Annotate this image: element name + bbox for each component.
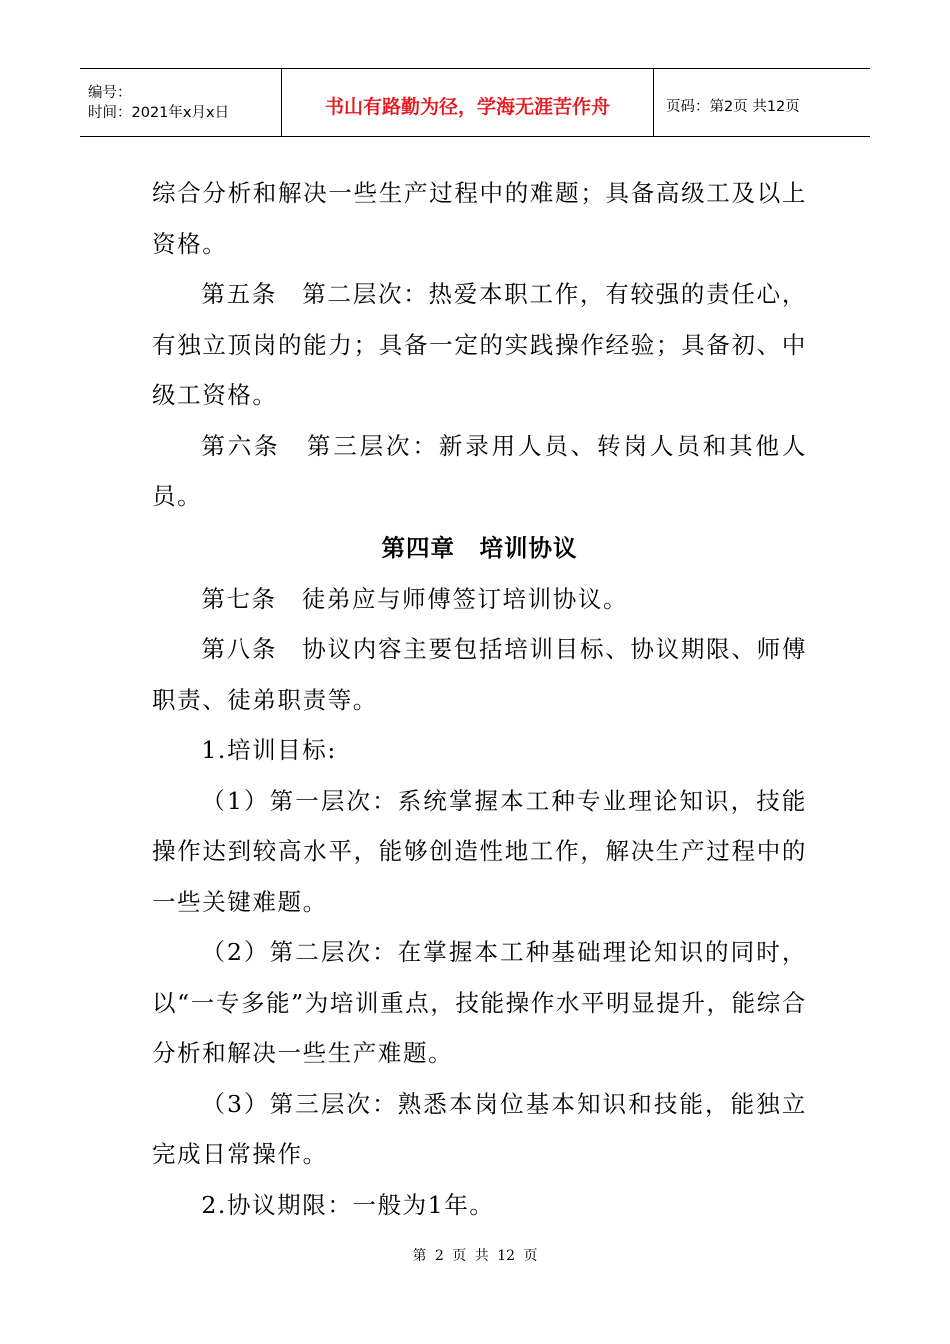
document-body bbox=[152, 168, 807, 1230]
list-item: 1.培训目标: bbox=[201, 736, 337, 764]
page-header bbox=[80, 68, 870, 137]
document-number-label: 编号： bbox=[88, 84, 132, 101]
header-meta-cell bbox=[80, 69, 282, 136]
document-date-label: 时间：2021年x月x日 bbox=[88, 104, 230, 121]
header-page-number: 页码：第2页 共12页 bbox=[666, 99, 800, 115]
article-8: 第八条 协议内容主要包括培训目标、协议期限、师傅职责、徒弟职责等。 bbox=[152, 635, 807, 714]
list-item: （1）第一层次：系统掌握本工种专业理论知识，技能操作达到较高水平，能够创造性地工作，解决生产过程中的一些关键难题。 bbox=[152, 786, 807, 916]
list-item: （2）第二层次：在掌握本工种基础理论知识的同时，以“一专多能”为培训重点，技能操作水平明显提升，能综合分析和解决一些生产难题。 bbox=[152, 938, 807, 1067]
list-item: （3）第三层次：熟悉本岗位基本知识和技能，能独立完成日常操作。 bbox=[152, 1089, 807, 1168]
article-7: 第七条 徒弟应与师傅签订培训协议。 bbox=[201, 584, 629, 613]
header-motto-cell bbox=[282, 69, 654, 136]
chapter-heading: 第四章 培训协议 bbox=[381, 533, 578, 562]
header-page-cell bbox=[654, 69, 870, 136]
page-footer: 第 2 页 共 12 页 bbox=[412, 1248, 538, 1264]
article-6: 第六条 第三层次：新录用人员、转岗人员和其他人员。 bbox=[152, 431, 807, 510]
header-motto: 书山有路勤为径，学海无涯苦作舟 bbox=[324, 96, 610, 118]
list-item: 2.协议期限：一般为1年。 bbox=[201, 1190, 495, 1219]
article-5: 第五条 第二层次：热爱本职工作，有较强的责任心，有独立顶岗的能力；具备一定的实践操作经验；具备初、中级工资格。 bbox=[152, 280, 807, 409]
paragraph: 综合分析和解决一些生产过程中的难题；具备高级工及以上资格。 bbox=[152, 179, 807, 258]
